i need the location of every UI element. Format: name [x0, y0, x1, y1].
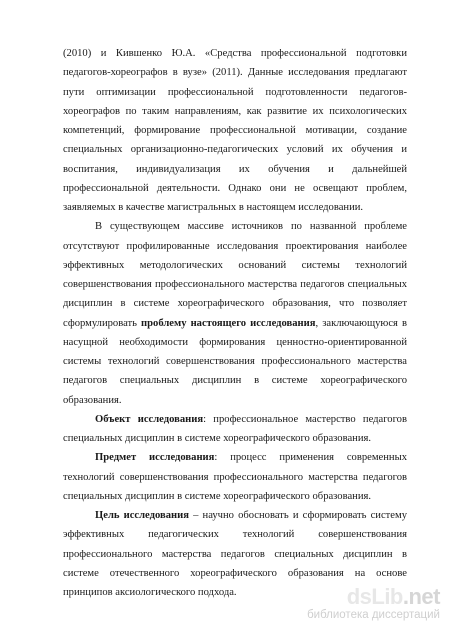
text-line: Цель исследования – научно обосновать и сформировать систему [95, 510, 407, 521]
text-line: системе отечественного хореографического образования на основе [63, 567, 407, 579]
text-line: Предмет исследования: процесс применения современных [95, 452, 407, 464]
text-line: педагогов специальных дисциплин в системе хореографического [63, 375, 407, 387]
text-line: Объект исследования: профессиональное мастерство педагогов [95, 413, 407, 425]
text-line: образования. [63, 394, 122, 406]
text-line: эффективных методологических оснований системы технологий [63, 259, 407, 271]
text-line: воспитания, индивидуализация их обучения и дальнейшей [63, 163, 407, 175]
text-line: дисциплин в системе хореографического образования, что позволяет [63, 298, 407, 310]
text-line: (2010) и Кившенко Ю.А. «Средства профессиональной подготовки [63, 48, 407, 59]
text-line: технологий совершенствования профессионального мастерства педагогов [63, 471, 407, 483]
text-line: сформулировать проблему настоящего исследования, заключающуюся в [63, 317, 407, 329]
text-line: насущной необходимости формирования ценностно-ориентированной [63, 336, 407, 348]
watermark-subtitle: библиотека диссертаций [307, 609, 440, 621]
text-line: принципов аксиологического подхода. [63, 587, 237, 598]
text-line: профессионального мастерства педагогов специальных дисциплин в [63, 548, 407, 560]
watermark [307, 586, 440, 622]
text-line: специальных дисциплин в системе хореографического образования. [63, 490, 372, 502]
watermark-logo: dsLib.net [346, 584, 440, 609]
text-line: пути оптимизации профессиональной подготовленности педагогов- [63, 86, 407, 98]
research-problem-term: проблему настоящего исследования [141, 317, 316, 329]
text-line: заявляемых в качестве магистральных в настоящем исследовании. [63, 202, 364, 213]
text-line: специальных организационно-педагогических условий их обучения и [63, 144, 407, 156]
text-line: хореографов по таким направлениям, как развитие их психологических [63, 105, 407, 117]
text-line: В существующем массиве источников по названной проблеме [95, 221, 407, 233]
text-line: эффективных педагогических технологий совершенствования [63, 529, 407, 541]
text-line: компетенций, формирование профессиональной мотивации, создание [63, 125, 407, 136]
research-object-term: Объект исследования [95, 413, 204, 425]
text-line: педагогов-хореографов в вузе» (2011). Данные исследования предлагают [63, 67, 407, 79]
document-page [63, 44, 407, 602]
text-line: отсутствуют профилированные исследования проектирования наиболее [63, 240, 407, 252]
research-subject-term: Предмет исследования [95, 452, 215, 464]
text-line: специальных дисциплин в системе хореографического образования. [63, 433, 372, 444]
text-line: профессиональной деятельности. Однако они не освещают проблем, [63, 182, 407, 194]
research-goal-term: Цель исследования [95, 510, 189, 521]
text-line: совершенствования профессионального мастерства педагогов специальных [63, 279, 407, 290]
text-line: системы технологий совершенствования профессионального мастерства [63, 356, 407, 367]
